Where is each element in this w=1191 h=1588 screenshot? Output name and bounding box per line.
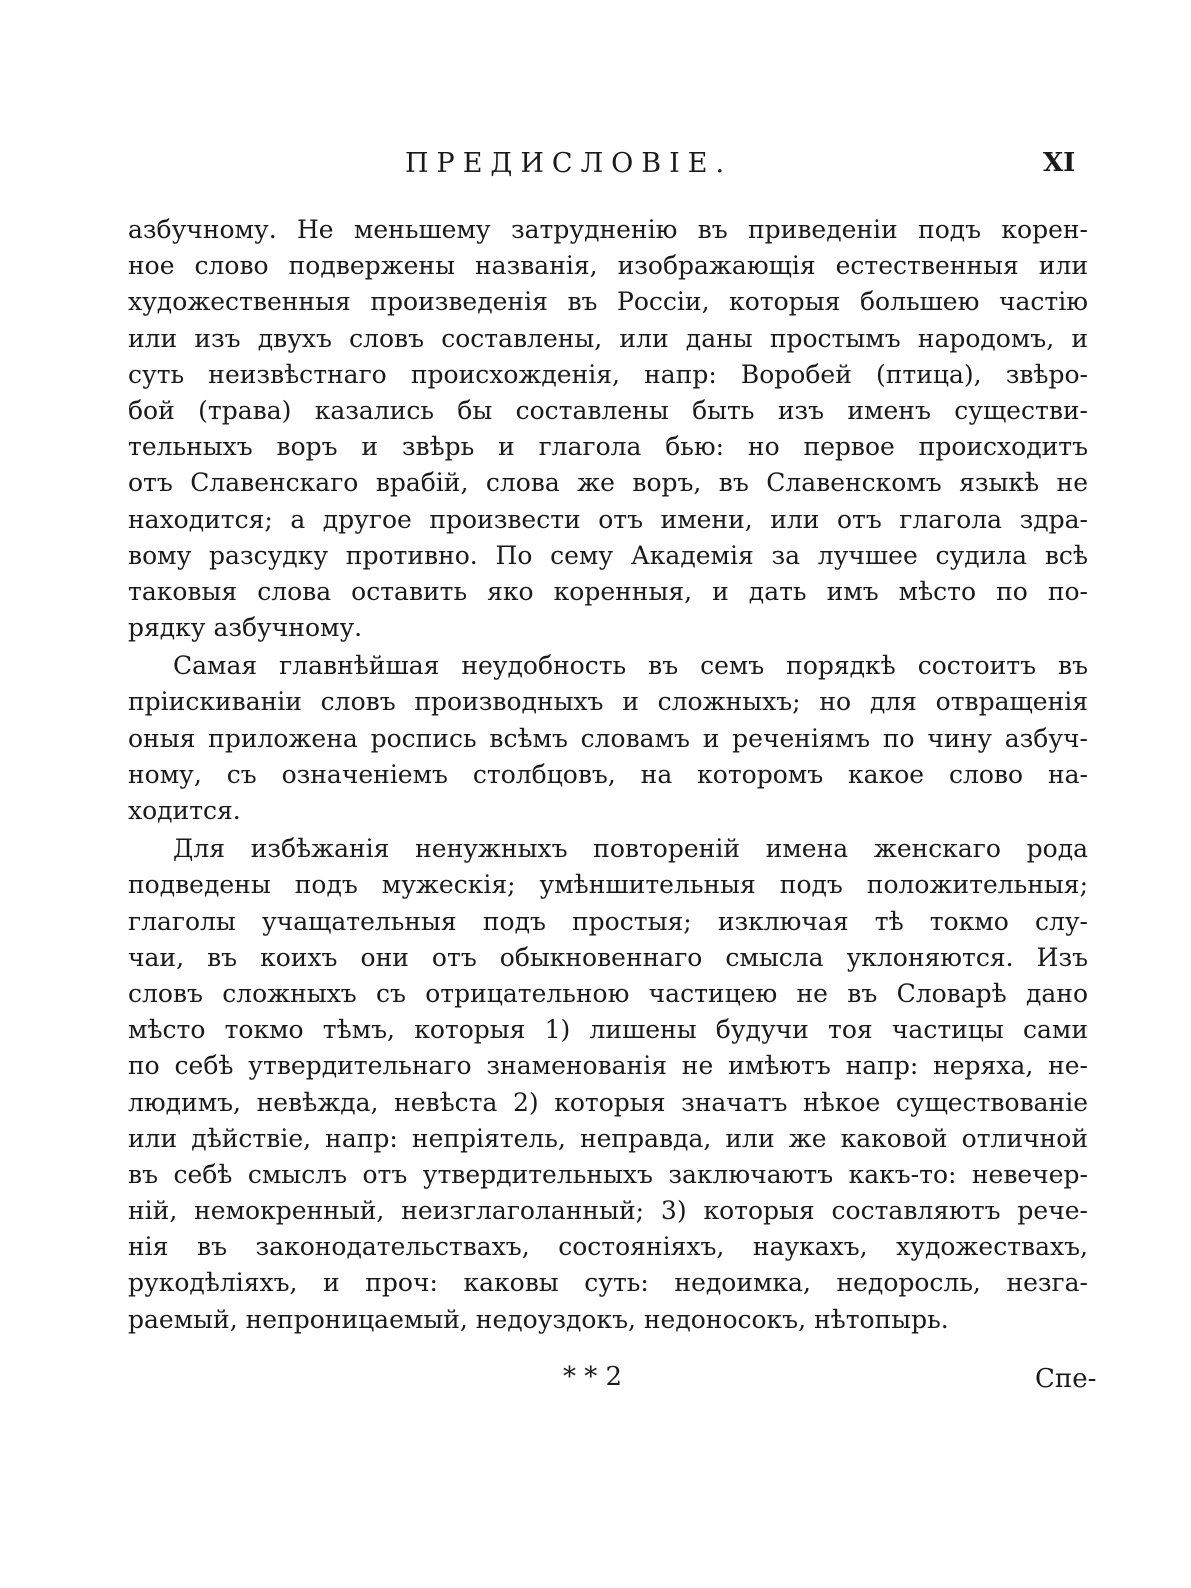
text-line: по себѣ утвердительнаго знаменованія не имѣютъ напр: неряха, не- [128, 1051, 1088, 1081]
text-line: въ себѣ смыслъ отъ утвердительныхъ заключаютъ какъ-то: невечер- [128, 1159, 1088, 1189]
text-line: пріискиваніи словъ производныхъ и сложныхъ; но для отвращенія [128, 687, 1088, 717]
page-header [0, 148, 1191, 188]
text-line: Самая главнѣйшая неудобность въ семъ порядкѣ состоитъ въ [173, 651, 1088, 681]
paragraph [128, 831, 1088, 1338]
text-line: раемый, непроницаемый, недоуздокъ, недоносокъ, нѣтопырь. [128, 1304, 949, 1334]
page-number: XI [1043, 148, 1076, 178]
text-line: отъ Славенскаго врабій, слова же воръ, въ Славенскомъ языкѣ не [128, 468, 1088, 498]
text-line: ній, немокренный, неизглаголанный; 3) которыя составляютъ рече- [128, 1196, 1088, 1226]
text-line: тельныхъ воръ и звѣрь и глагола бью: но первое происходитъ [128, 432, 1088, 462]
text-line: оныя приложена роспись всѣмъ словамъ и реченіямъ по чину азбуч- [128, 723, 1088, 753]
text-line: художественныя произведенія въ Россіи, которыя большею частію [128, 287, 1088, 317]
text-line: глаголы учащательныя подъ простыя; изключая тѣ токмо слу- [128, 906, 1088, 936]
text-line: ное слово подвержены названія, изображающія естественныя или [128, 251, 1088, 281]
text-line: таковыя слова оставить яко коренныя, и дать имъ мѣсто по по- [128, 576, 1088, 606]
text-line: людимъ, невѣжда, невѣста 2) которыя значатъ нѣкое существованіе [128, 1087, 1088, 1117]
page-footer [0, 1362, 1191, 1402]
text-line: суть неизвѣстнаго происхожденія, напр: Воробей (птица), звѣро- [128, 359, 1088, 389]
text-line: ному, съ означеніемъ столбцовъ, на которомъ какое слово на- [128, 759, 1088, 789]
signature-mark: * * 2 [563, 1362, 623, 1392]
text-line: ходится. [128, 796, 241, 825]
paragraph [128, 212, 1088, 646]
text-line: или изъ двухъ словъ составлены, или даны простымъ народомъ, и [128, 323, 1088, 353]
text-line: азбучному. Не меньшему затрудненію въ приведеніи подъ корен- [128, 215, 1088, 244]
text-line: нія въ законодательствахъ, состояніяхъ, наукахъ, художествахъ, [128, 1232, 1088, 1262]
text-line: рукодѣліяхъ, и проч: каковы суть: недоимка, недоросль, незга- [128, 1268, 1088, 1298]
text-line: вому разсудку противно. По сему Академія за лучшее судила всѣ [128, 540, 1088, 570]
text-line: подведены подъ мужескія; умѣншительныя подъ положительныя; [128, 870, 1088, 900]
text-line: бой (трава) казались бы составлены быть изъ именъ существи- [128, 395, 1088, 425]
text-line: Для избѣжанія ненужныхъ повтореній имена женскаго рода [173, 834, 1088, 864]
text-line: находится; а другое произвести отъ имени, или отъ глагола здра- [128, 504, 1088, 534]
text-line: рядку азбучному. [128, 613, 363, 643]
catchword: Спе- [1035, 1364, 1097, 1394]
text-line: словъ сложныхъ съ отрицательною частицею не въ Словарѣ дано [128, 978, 1088, 1008]
text-line: чаи, въ коихъ они отъ обыкновеннаго смысла уклоняются. Изъ [128, 942, 1088, 972]
body-text [128, 212, 1088, 1338]
text-line: или дѣйствіе, напр: непріятель, неправда, или же каковой отличной [128, 1123, 1088, 1153]
paragraph [128, 648, 1088, 829]
running-title: ПРЕДИСЛОВІЕ. [405, 148, 733, 179]
text-line: мѣсто токмо тѣмъ, которыя 1) лишены будучи тоя частицы сами [128, 1015, 1088, 1045]
